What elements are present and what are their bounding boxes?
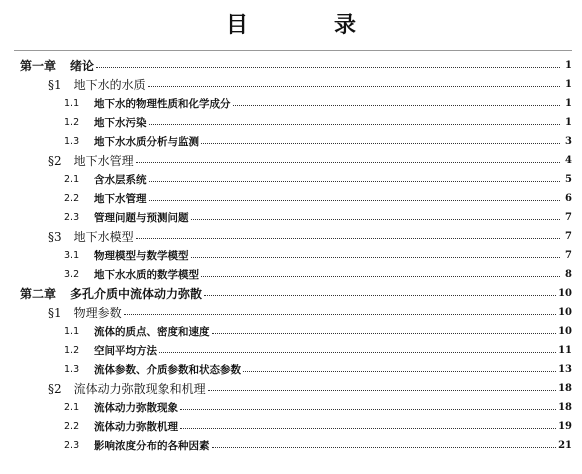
toc-page-number: 7 — [565, 231, 572, 242]
toc-leader-dots — [212, 447, 557, 448]
page-title: 目 录 — [225, 13, 388, 38]
toc-subsection — [0, 208, 582, 227]
toc-page-number: 7 — [565, 250, 572, 261]
toc-page-number: 7 — [565, 212, 572, 223]
toc-section — [0, 379, 582, 398]
toc-leader-dots — [149, 200, 561, 201]
toc-leader-dots — [124, 314, 556, 315]
toc-chapter — [0, 56, 582, 75]
toc-leader-dots — [243, 371, 556, 372]
toc-entry-number: 3.2 — [64, 269, 80, 280]
toc-subsection — [0, 246, 582, 265]
toc-subsection — [0, 113, 582, 132]
toc-entry-title: 流体的质点、密度和速度 — [94, 326, 210, 338]
toc-entry-title: 含水层系统 — [94, 174, 147, 186]
toc-leader-dots — [204, 295, 556, 296]
table-of-contents — [0, 56, 582, 455]
toc-subsection — [0, 132, 582, 151]
title-divider — [14, 50, 572, 51]
toc-chapter — [0, 284, 582, 303]
toc-subsection — [0, 341, 582, 360]
toc-page-number: 3 — [565, 136, 572, 147]
toc-subsection — [0, 398, 582, 417]
toc-entry-title: 地下水的水质 — [73, 78, 146, 92]
toc-entry-number: 1.3 — [64, 364, 80, 375]
toc-entry-title: 地下水的物理性质和化学成分 — [94, 98, 231, 110]
toc-leader-dots — [180, 428, 556, 429]
toc-subsection — [0, 360, 582, 379]
toc-subsection — [0, 417, 582, 436]
toc-entry-number: 第一章 — [20, 59, 57, 73]
toc-subsection — [0, 265, 582, 284]
toc-leader-dots — [201, 276, 560, 277]
toc-section — [0, 151, 582, 170]
toc-subsection — [0, 322, 582, 341]
toc-entry-title: 地下水水质的数学模型 — [94, 269, 199, 281]
toc-leader-dots — [212, 333, 557, 334]
toc-leader-dots — [136, 162, 560, 163]
toc-entry-number: 1.2 — [64, 117, 80, 128]
toc-entry-title: 地下水模型 — [73, 230, 134, 244]
toc-page-number: 21 — [558, 440, 572, 451]
toc-entry-title: 空间平均方法 — [94, 345, 157, 357]
toc-entry-number: 2.1 — [64, 402, 80, 413]
toc-entry-title: 影响浓度分布的各种因素 — [94, 440, 210, 452]
toc-entry-number: 1.1 — [64, 326, 80, 337]
toc-entry-title: 地下水管理 — [73, 154, 134, 168]
toc-entry-title: 多孔介质中流体动力弥散 — [70, 287, 203, 301]
toc-entry-title: 流体动力弥散现象和机理 — [73, 382, 206, 396]
toc-entry-number: 2.3 — [64, 440, 80, 451]
toc-entry-number: 2.3 — [64, 212, 80, 223]
toc-leader-dots — [191, 257, 561, 258]
toc-page-number: 19 — [558, 421, 572, 432]
toc-section — [0, 303, 582, 322]
toc-entry-number: 1.3 — [64, 136, 80, 147]
toc-subsection — [0, 94, 582, 113]
toc-entry-title: 流体动力弥散现象 — [94, 402, 178, 414]
toc-page-number: 18 — [558, 402, 572, 413]
toc-page-number: 18 — [558, 383, 572, 394]
toc-page-number: 1 — [565, 60, 572, 71]
toc-section — [0, 75, 582, 94]
toc-leader-dots — [149, 124, 561, 125]
toc-leader-dots — [208, 390, 556, 391]
toc-leader-dots — [149, 181, 561, 182]
toc-page-number: 4 — [565, 155, 572, 166]
toc-leader-dots — [233, 105, 561, 106]
toc-entry-number: §3 — [48, 229, 62, 244]
toc-leader-dots — [96, 67, 560, 68]
toc-entry-number: 2.1 — [64, 174, 80, 185]
toc-page-number: 11 — [558, 345, 572, 356]
toc-entry-number: §2 — [48, 381, 62, 396]
toc-entry-title: 物理参数 — [73, 306, 122, 320]
toc-entry-number: §1 — [48, 305, 62, 320]
toc-page-number: 8 — [565, 269, 572, 280]
toc-entry-number: 2.2 — [64, 193, 80, 204]
toc-subsection — [0, 170, 582, 189]
toc-entry-title: 物理模型与数学模型 — [94, 250, 189, 262]
toc-subsection — [0, 436, 582, 455]
toc-page-number: 1 — [565, 117, 572, 128]
toc-leader-dots — [201, 143, 560, 144]
toc-entry-number: 2.2 — [64, 421, 80, 432]
toc-page-number: 1 — [565, 98, 572, 109]
toc-entry-title: 绪论 — [70, 59, 95, 73]
toc-page-number: 6 — [565, 193, 572, 204]
toc-entry-title: 地下水水质分析与监测 — [94, 136, 199, 148]
toc-entry-number: §2 — [48, 153, 62, 168]
toc-entry-title: 地下水管理 — [94, 193, 147, 205]
toc-entry-number: 1.1 — [64, 98, 80, 109]
toc-entry-title: 管理问题与预测问题 — [94, 212, 189, 224]
toc-leader-dots — [191, 219, 561, 220]
toc-entry-number: 3.1 — [64, 250, 80, 261]
toc-page-number: 10 — [558, 288, 572, 299]
toc-entry-title: 流体动力弥散机理 — [94, 421, 178, 433]
toc-leader-dots — [136, 238, 560, 239]
toc-entry-title: 地下水污染 — [94, 117, 147, 129]
toc-entry-title: 流体参数、介质参数和状态参数 — [94, 364, 241, 376]
toc-entry-number: 1.2 — [64, 345, 80, 356]
toc-subsection — [0, 189, 582, 208]
toc-leader-dots — [148, 86, 560, 87]
toc-page-number: 10 — [558, 307, 572, 318]
toc-leader-dots — [180, 409, 556, 410]
toc-leader-dots — [159, 352, 556, 353]
toc-page-number: 5 — [565, 174, 572, 185]
toc-entry-number: §1 — [48, 77, 62, 92]
toc-page-number: 13 — [558, 364, 572, 375]
toc-section — [0, 227, 582, 246]
toc-entry-number: 第二章 — [20, 287, 57, 301]
toc-page-number: 1 — [565, 79, 572, 90]
toc-page-number: 10 — [558, 326, 572, 337]
